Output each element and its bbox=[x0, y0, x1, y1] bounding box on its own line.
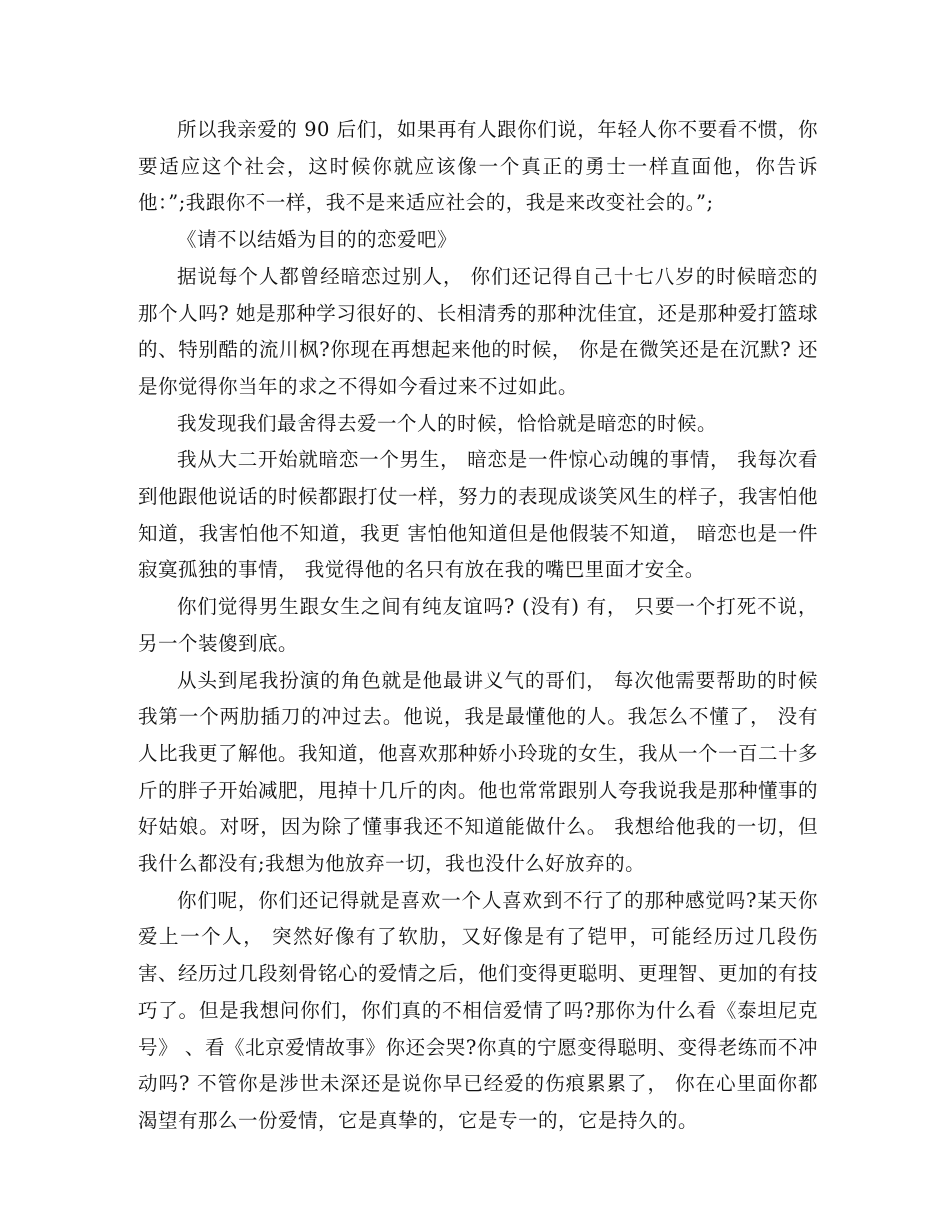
paragraph: 我从大二开始就暗恋一个男生， 暗恋是一件惊心动魄的事情， 我每次看到他跟他说话的时候都跟打仗一样，努力的表现成谈笑风生的样子，我害怕他知道，我害怕他不知道，我更 害怕他知道但是他假装不知道， 暗恋也是一件寂寞孤独的事情， 我觉得他的名只有放在我的嘴巴里面才安全。 bbox=[138, 448, 819, 582]
paragraph: 据说每个人都曾经暗恋过别人， 你们还记得自己十七八岁的时候暗恋的那个人吗? 她是那种学习很好的、长相清秀的那种沈佳宜，还是那种爱打篮球的、特别酷的流川枫?你现在再想起来他的时候， 你是在微笑还是在沉默? 还是你觉得你当年的求之不得如今看过来不过如此。 bbox=[138, 264, 818, 398]
paragraph: 从头到尾我扮演的角色就是他最讲义气的哥们， 每次他需要帮助的时候我第一个两肋插刀的冲过去。他说，我是最懂他的人。我怎么不懂了， 没有人比我更了解他。我知道，他喜欢那种娇小玲珑的女生，我从一个一百二十多斤的胖子开始减肥，甩掉十几斤的肉。他也常常跟别人夸我说我是那种懂事的好姑娘。对呀，因为除了懂事我还不知道能做什么。 我想给他我的一切，但我什么都没有;我想为他放弃一切，我也没什么好放弃的。 bbox=[138, 668, 819, 876]
section-title: 《请不以结婚为目的的恋爱吧》 bbox=[177, 228, 458, 252]
paragraph: 所以我亲爱的 90 后们，如果再有人跟你们说，年轻人你不要看不惯，你要适应这个社会，这时候你就应该像一个真正的勇士一样直面他，你告诉他：”;我跟你不一样，我不是来适应社会的，我是来改变社会的。”; bbox=[138, 118, 818, 215]
paragraph: 你们觉得男生跟女生之间有纯友谊吗? (没有) 有， 只要一个打死不说， 另一个装傻到底。 bbox=[138, 595, 825, 655]
paragraph: 我发现我们最舍得去爱一个人的时候，恰恰就是暗恋的时候。 bbox=[177, 411, 718, 435]
document-body bbox=[138, 112, 825, 1140]
paragraph: 你们呢，你们还记得就是喜欢一个人喜欢到不行了的那种感觉吗?某天你爱上一个人， 突然好像有了软肋，又好像是有了铠甲，可能经历过几段伤害、经历过几段刻骨铭心的爱情之后，他们变得更聪明、更理智、更加的有技巧了。但是我想问你们，你们真的不相信爱情了吗?那你为什么看《泰坦尼克号》 、看《北京爱情故事》你还会哭?你真的宁愿变得聪明、变得老练而不冲动吗? 不管你是涉世未深还是说你早已经爱的伤痕累累了， 你在心里面你都渴望有那么一份爱情，它是真挚的，它是专一的，它是持久的。 bbox=[138, 888, 819, 1132]
